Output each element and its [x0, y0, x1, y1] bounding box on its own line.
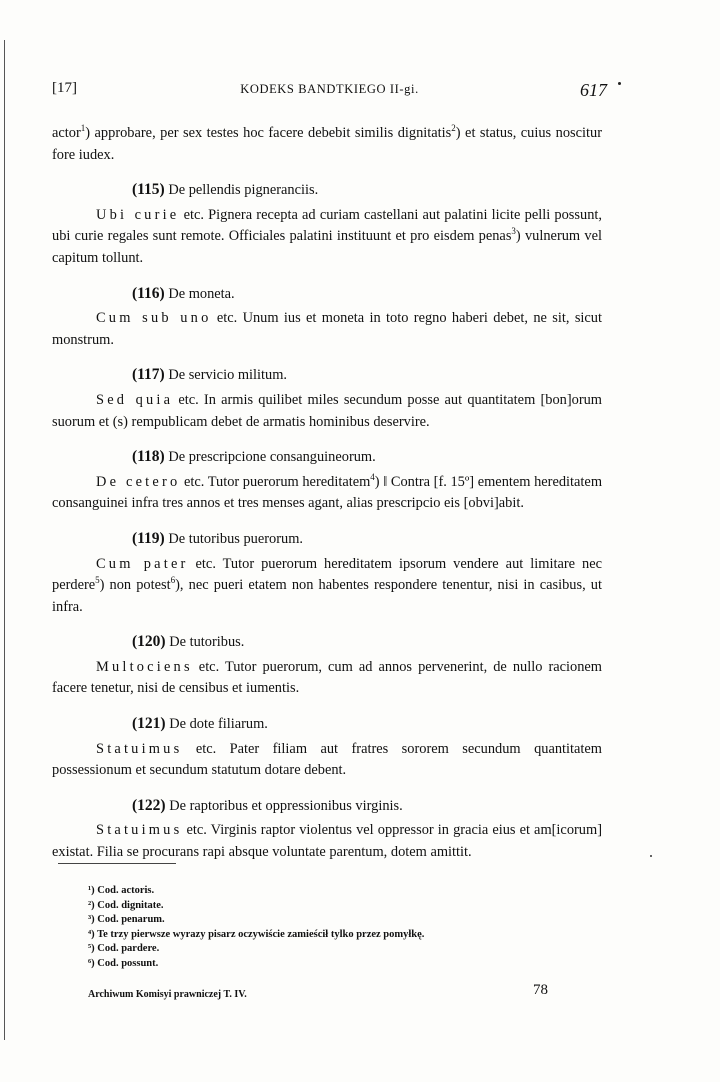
footnote-ref: 4 — [370, 471, 375, 482]
incipit: Statuimus — [96, 740, 183, 757]
page-number: 617 — [580, 80, 607, 100]
incipit: Cum sub uno — [96, 310, 212, 327]
footnote-ref: 2 — [451, 123, 456, 134]
article-heading: (117) De servicio militum. — [132, 366, 288, 384]
footnote: ²) Cod. dignitate. — [88, 899, 164, 911]
footnote-ref: 6 — [170, 575, 176, 586]
incipit: Ubi curie — [96, 206, 180, 223]
scan-speck — [650, 855, 652, 857]
article-heading: (118) De prescripcione consanguineorum. — [132, 448, 376, 466]
paragraph: Multociens etc. Tutor puerorum, cum ad annos pervenerint, de nullo racionem facere tenetur, nisi de censibus et iumentis. — [52, 658, 602, 697]
article-heading: (120) De tutoribus. — [132, 633, 245, 651]
scan-edge-line — [4, 40, 5, 1040]
paragraph: Statuimus etc. Pater filiam aut fratres sororem secundum quantitatem possessionum et secundum statutum dotare debent. — [52, 740, 602, 779]
incipit: De cetero — [96, 473, 181, 490]
paragraph: Cum pater etc. Tutor puerorum hereditatem ipsorum vendere aut limitare nec perdere$^5$) non potest$^6$), nec pueri etatem non habentes respondere tenentur, nisi in casibus, ut infra. — [52, 555, 602, 615]
article-heading: (115) De pellendis pigneranciis. — [132, 181, 319, 199]
footnote-separator — [58, 863, 176, 864]
footnote-ref: 5 — [95, 575, 100, 586]
paragraph: Sed quia etc. In armis quilibet miles secundum posse aut quantitatem [bon]orum suorum et (s) rempublicam debet de armatis hominibus deservire. — [52, 391, 603, 430]
footnote: ⁴) Te trzy pierwsze wyrazy pisarz oczywiście zamieścił tylko przez pomyłkę. — [88, 928, 425, 940]
section-number: [17] — [52, 80, 77, 96]
paragraph: actor$^1$) approbare, per sex testes hoc facere debebit similis dignitatis$^2$) et status, cuius noscitur fore iudex. — [52, 123, 603, 163]
main-text — [52, 123, 602, 864]
page-footer — [88, 982, 548, 1000]
footnote: ⁶) Cod. possunt. — [88, 957, 159, 969]
article-heading: (121) De dote filiarum. — [132, 715, 268, 733]
incipit: Multociens — [96, 658, 193, 675]
sheet-number: 78 — [533, 982, 548, 998]
article-heading: (119) De tutoribus puerorum. — [132, 529, 304, 547]
footnote: ³) Cod. penarum. — [88, 914, 165, 926]
signature-line: Archiwum Komisyi prawniczej T. IV. — [88, 989, 247, 1000]
scan-speck — [618, 82, 621, 85]
running-header — [52, 80, 607, 104]
incipit: Statuimus — [96, 822, 183, 839]
article-heading: (122) De raptoribus et oppressionibus virginis. — [132, 796, 403, 814]
paragraph: Statuimus etc. Virginis raptor violentus vel oppressor in gracia eius et am[icorum] existat. Filia se procurans rapi absque voluntate parentum, dotem amittit. — [52, 822, 602, 861]
incipit: Cum pater — [96, 555, 189, 572]
footnote-ref: 1 — [80, 123, 86, 134]
paragraph: Ubi curie etc. Pignera recepta ad curiam castellani aut palatini licite pelli possunt, ubi curie regales sunt remote. Officiales palatini instituunt et pro eisdem penas$^3$) vulnerum vel capitum tollunt. — [52, 206, 602, 266]
footnotes — [88, 884, 424, 972]
incipit: Sed quia — [96, 391, 174, 408]
footnote: ¹) Cod. actoris. — [88, 885, 155, 896]
running-title: KODEKS BANDTKIEGO II-gi. — [240, 82, 419, 96]
footnote: ⁵) Cod. pardere. — [88, 943, 160, 955]
footnote-ref: 3 — [511, 226, 516, 237]
paragraph: De cetero etc. Tutor puerorum hereditatem$^4$) ‖ Contra [f. 15º] ementem hereditatem consanguinei infra tres annos et tres menses agant, alias prescripcio eis [obvi]abit. — [52, 471, 603, 512]
paragraph: Cum sub uno etc. Unum ius et moneta in toto regno haberi debet, ne sit, sicut monstrum. — [52, 310, 603, 348]
article-heading: (116) De moneta. — [132, 284, 235, 302]
